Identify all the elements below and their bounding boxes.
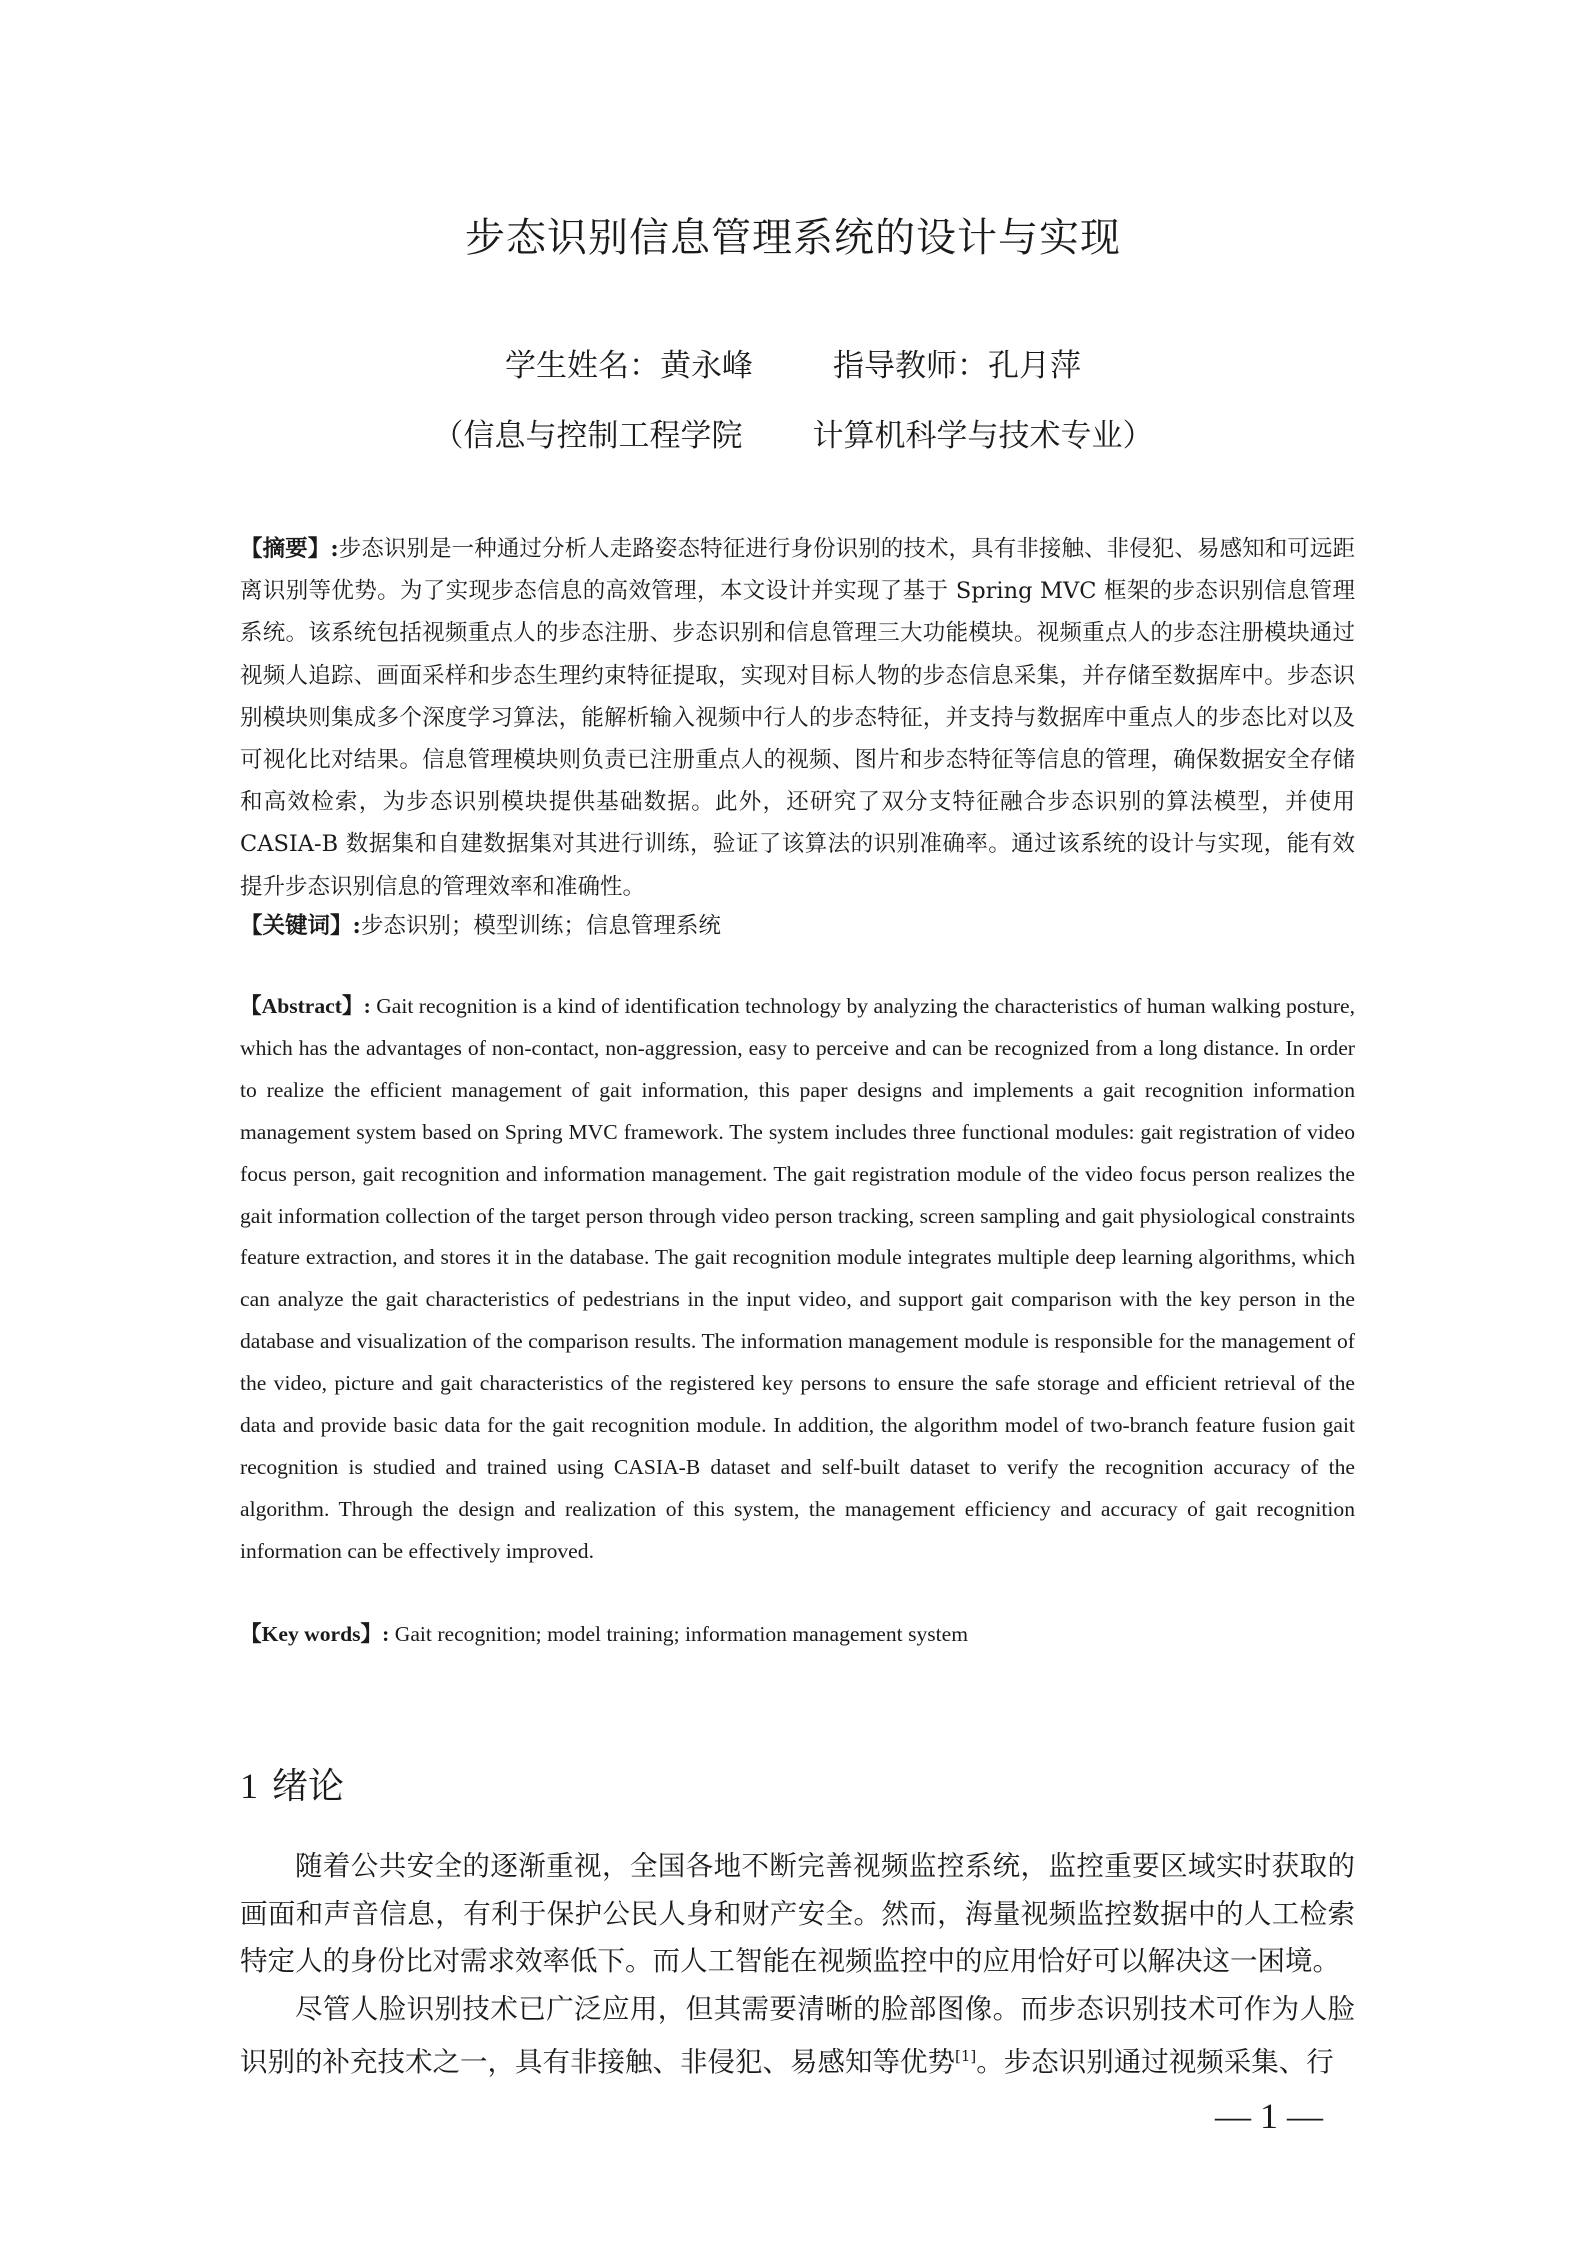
keywords-chinese: [240, 905, 1355, 947]
keywords-cn-label: 【关键词】:: [240, 913, 361, 939]
affiliation-line: [0, 410, 1586, 455]
abstract-cn-text: 步态识别是一种通过分析人走路姿态特征进行身份识别的技术，具有非接触、非侵犯、易感知和可远距离识别等优势。为了实现步态信息的高效管理，本文设计并实现了基于 Spring MVC 框架的步态识别信息管理系统。该系统包括视频重点人的步态注册、步态识别和信息管理三大功能模块。视频重点人的步态注册模块通过视频人追踪、画面采样和步态生理约束特征提取，实现对目标人物的步态信息采集，并存储至数据库中。步态识别模块则集成多个深度学习算法，能解析输入视频中行人的步态特征，并支持与数据库中重点人的步态比对以及可视化比对结果。信息管理模块则负责已注册重点人的视频、图片和步态特征等信息的管理，确保数据安全存储和高效检索，为步态识别模块提供基础数据。此外，还研究了双分支特征融合步态识别的算法模型，并使用 CASIA-B 数据集和自建数据集对其进行训练，验证了该算法的识别准确率。通过该系统的设计与实现，能有效提升步态识别信息的管理效率和准确性。: [240, 536, 1355, 900]
major-name: 计算机科学与技术专业: [812, 418, 1123, 454]
paragraph-1: 随着公共安全的逐渐重视，全国各地不断完善视频监控系统，监控重要区域实时获取的画面和声音信息，有利于保护公民人身和财产安全。然而，海量视频监控数据中的人工检索特定人的身份比对需求效率低下。而人工智能在视频监控中的应用恰好可以解决这一困境。: [240, 1850, 1355, 1977]
abstract-en-text: Gait recognition is a kind of identification technology by analyzing the characteristics of human walking posture, which has the advantages of non-contact, non-aggression, easy to perceive and can be recognized from a long distance. In order to realize the efficient management of gait information, this paper designs and implements a gait recognition information management system based on Spring MVC framework. The system includes three functional modules: gait registration of video focus person, gait recognition and information management. The gait registration module of the video focus person realizes the gait information collection of the target person through video person tracking, screen sampling and gait physiological constraints feature extraction, and stores it in the database. The gait recognition module integrates multiple deep learning algorithms, which can analyze the gait characteristics of pedestrians in the input video, and support gait comparison with the key person in the database and visualization of the comparison results. The information management module is responsible for the management of the video, picture and gait characteristics of the registered key persons to ensure the safe storage and efficient retrieval of the data and provide basic data for the gait recognition module. In addition, the algorithm model of two-branch feature fusion gait recognition is studied and trained using CASIA-B dataset and self-built dataset to verify the recognition accuracy of the algorithm. Through the design and realization of this system, the management efficiency and accuracy of gait recognition information can be effectively improved.: [240, 994, 1356, 1563]
body-text: [240, 1843, 1355, 2087]
section-heading: [240, 1758, 344, 1809]
abstract-cn-label: 【摘要】:: [240, 536, 339, 562]
paragraph-2: [240, 1986, 1355, 2087]
keywords-english: [240, 1613, 1355, 1655]
school-name: 信息与控制工程学院: [463, 418, 743, 454]
abstract-en-label: 【Abstract】:: [240, 994, 371, 1018]
author-line: [0, 340, 1586, 385]
advisor-name: 指导教师：孔月萍: [833, 348, 1081, 384]
citation-ref: [1]: [955, 2047, 977, 2065]
student-name: 学生姓名：黄永峰: [505, 348, 753, 384]
abstract-chinese: [240, 528, 1355, 908]
keywords-en-label: 【Key words】:: [240, 1622, 390, 1646]
section-title: 绪论: [272, 1766, 345, 1807]
abstract-english: [240, 986, 1355, 1573]
keywords-en-text: Gait recognition; model training; information management system: [394, 1622, 969, 1646]
paragraph-2-part-a: 尽管人脸识别技术已广泛应用，但其需要清晰的脸部图像。而步态识别技术可作为人脸识别的补充技术之一，具有非接触、非侵犯、易感知等优势: [240, 1992, 1355, 2079]
paper-title: 步态识别信息管理系统的设计与实现: [465, 215, 1121, 261]
affiliation-open-paren: （: [432, 418, 464, 454]
keywords-cn-text: 步态识别；模型训练；信息管理系统: [360, 913, 721, 939]
paragraph-2-part-b: 。步态识别通过视频采集、行: [976, 2046, 1334, 2079]
page-number: — 1 —: [1215, 2096, 1323, 2136]
section-number: 1: [240, 1766, 258, 1806]
affiliation-close-paren: ）: [1122, 418, 1154, 454]
